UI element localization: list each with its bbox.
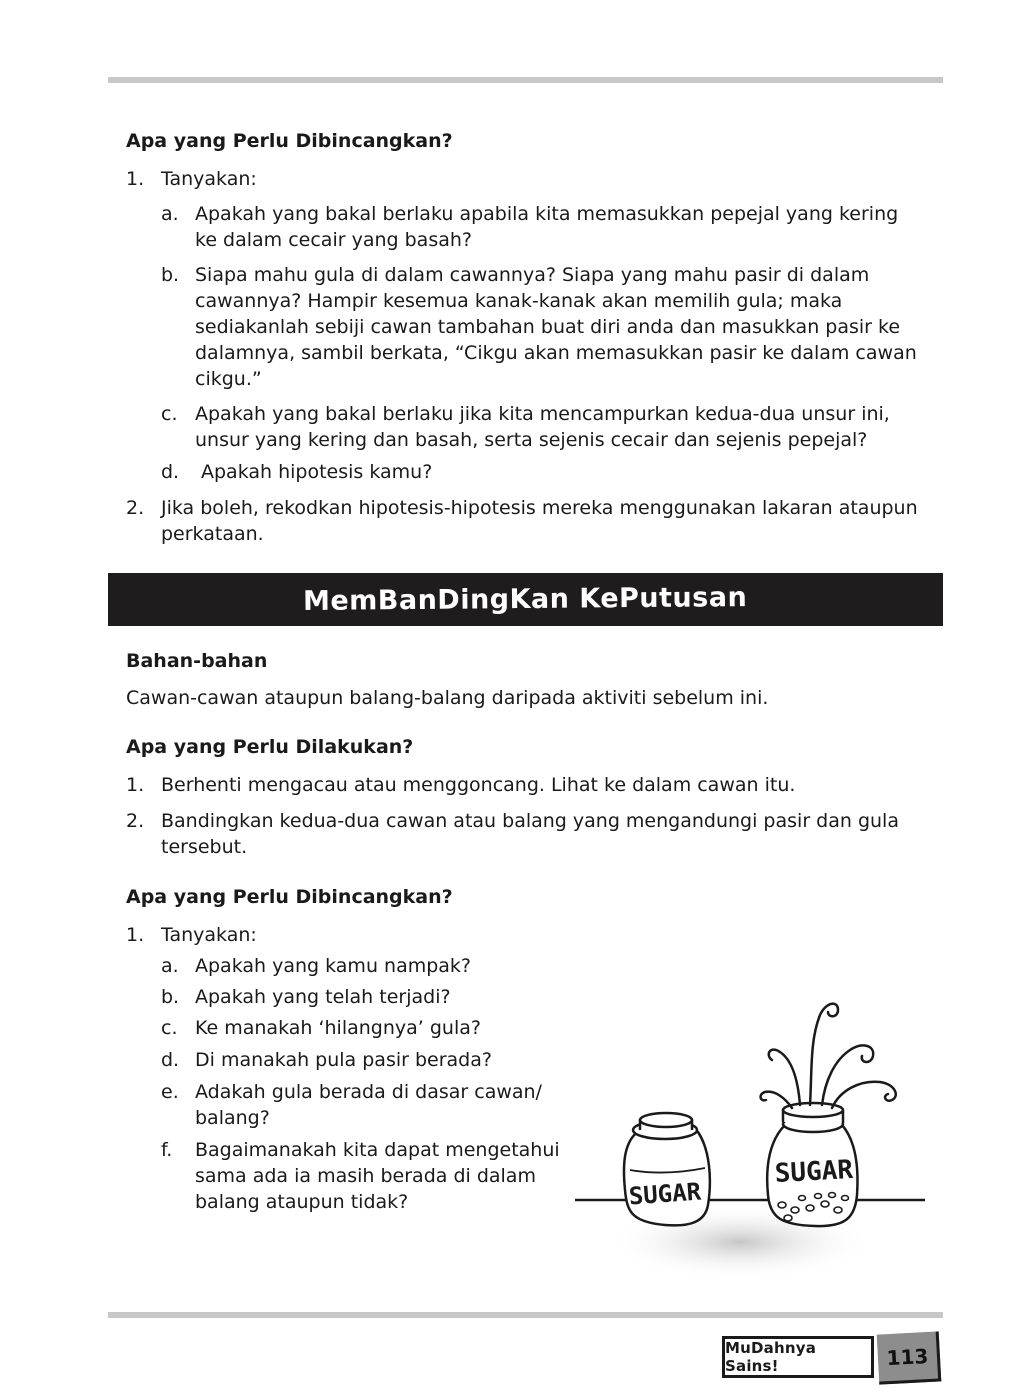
line: Apakah hipotesis kamu? bbox=[201, 461, 433, 483]
sub-letter: a. bbox=[161, 955, 179, 977]
line: balang? bbox=[195, 1107, 270, 1129]
line: sediakanlah sebiji cawan tambahan buat diri anda dan masukkan pasir ke bbox=[195, 316, 901, 338]
line: perkataan. bbox=[161, 523, 264, 545]
q-d: Di manakah pula pasir berada? bbox=[195, 1049, 492, 1071]
section-banner bbox=[108, 573, 943, 626]
list-number: 1. bbox=[126, 924, 145, 946]
list-item-2 bbox=[161, 495, 918, 547]
book-title-label: MuDahnya Sains! bbox=[722, 1336, 874, 1378]
line: dalamnya, sambil berkata, “Cikgu akan memasukkan pasir ke dalam cawan bbox=[195, 342, 917, 364]
sub-item-d bbox=[201, 459, 432, 485]
discuss-heading: Apa yang Perlu Dibincangkan? bbox=[126, 130, 453, 152]
list-number: 1. bbox=[126, 774, 145, 796]
list-number: 1. bbox=[126, 168, 145, 190]
materials-heading: Bahan-bahan bbox=[126, 650, 268, 672]
list-number: 2. bbox=[126, 497, 145, 519]
line: cikgu.” bbox=[195, 368, 262, 390]
line: Bagaimanakah kita dapat mengetahui bbox=[195, 1139, 560, 1161]
q-c: Ke manakah ‘hilangnya’ gula? bbox=[195, 1017, 481, 1039]
left-jar-label: SUGAR bbox=[627, 1177, 702, 1211]
q-f bbox=[195, 1137, 560, 1215]
line: cawannya? Hampir kesemua kanak-kanak akan memilih gula; maka bbox=[195, 290, 843, 312]
sub-letter: a. bbox=[161, 203, 179, 225]
line: Bandingkan kedua-dua cawan atau balang yang mengandungi pasir dan gula bbox=[161, 810, 899, 832]
line: sama ada ia masih berada di dalam bbox=[195, 1165, 536, 1187]
sub-letter: e. bbox=[161, 1081, 179, 1103]
banner-title: MemBanDingKan KePutusan bbox=[303, 582, 748, 617]
top-rule bbox=[108, 77, 943, 83]
discuss-heading-2: Apa yang Perlu Dibincangkan? bbox=[126, 886, 453, 908]
sub-letter: c. bbox=[161, 403, 178, 425]
sub-letter: d. bbox=[161, 1049, 180, 1071]
sub-letter: f. bbox=[161, 1139, 173, 1161]
sub-item-b bbox=[195, 262, 917, 392]
steam-swirls bbox=[761, 1004, 896, 1108]
line: balang ataupun tidak? bbox=[195, 1191, 409, 1213]
list-item-text: Tanyakan: bbox=[161, 924, 257, 946]
sub-letter: c. bbox=[161, 1017, 178, 1039]
materials-text: Cawan-cawan ataupun balang-balang daripada aktiviti sebelum ini. bbox=[126, 687, 769, 709]
list-number: 2. bbox=[126, 810, 145, 832]
sub-item-c bbox=[195, 401, 890, 453]
page-number: 113 bbox=[877, 1331, 942, 1384]
line: Siapa mahu gula di dalam cawannya? Siapa yang mahu pasir di dalam bbox=[195, 264, 870, 286]
q-a: Apakah yang kamu nampak? bbox=[195, 955, 472, 977]
sugar-jars-illustration bbox=[570, 990, 935, 1285]
line: Adakah gula berada di dasar cawan/ bbox=[195, 1081, 542, 1103]
todo-heading: Apa yang Perlu Dilakukan? bbox=[126, 736, 414, 758]
q-b: Apakah yang telah terjadi? bbox=[195, 986, 451, 1008]
list-item-text: Tanyakan: bbox=[161, 168, 257, 190]
sub-letter: b. bbox=[161, 264, 180, 286]
line: Apakah yang bakal berlaku jika kita mencampurkan kedua-dua unsur ini, bbox=[195, 403, 890, 425]
line: ke dalam cecair yang basah? bbox=[195, 229, 472, 251]
line: Apakah yang bakal berlaku apabila kita memasukkan pepejal yang kering bbox=[195, 203, 899, 225]
line: Berhenti mengacau atau menggoncang. Lihat ke dalam cawan itu. bbox=[161, 774, 796, 796]
sub-letter: d. bbox=[161, 461, 180, 483]
q-e bbox=[195, 1079, 542, 1131]
sub-item-a bbox=[195, 201, 898, 253]
bottom-rule bbox=[108, 1312, 943, 1318]
line: Jika boleh, rekodkan hipotesis-hipotesis mereka menggunakan lakaran ataupun bbox=[161, 497, 918, 519]
todo-item-1 bbox=[161, 772, 795, 798]
todo-item-2 bbox=[161, 808, 899, 860]
line: tersebut. bbox=[161, 836, 248, 858]
right-jar-label: SUGAR bbox=[774, 1154, 854, 1190]
sub-letter: b. bbox=[161, 986, 180, 1008]
line: unsur yang kering dan basah, serta sejenis cecair dan sejenis pepejal? bbox=[195, 429, 868, 451]
